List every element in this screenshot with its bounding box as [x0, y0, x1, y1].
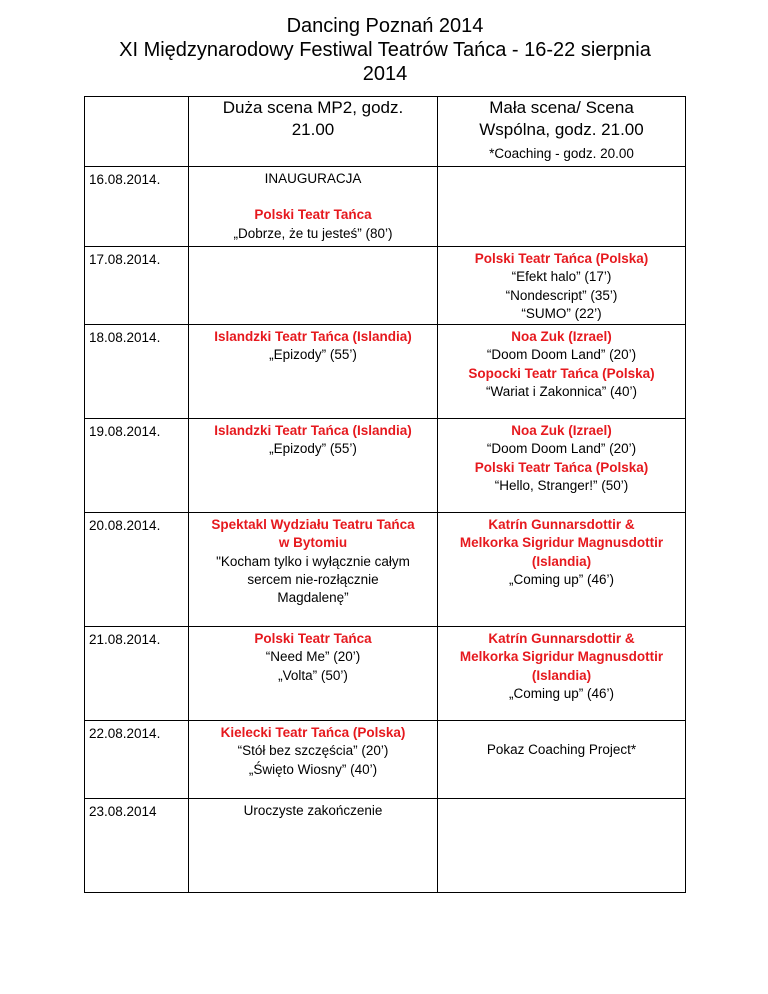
big-stage-cell — [189, 627, 438, 721]
company-name: Katrín Gunnarsdottir & — [488, 631, 635, 646]
row-date: 20.08.2014. — [85, 513, 189, 627]
big-stage-cell — [189, 167, 438, 247]
show-title: "Kocham tylko i wyłącznie całym — [216, 553, 410, 569]
company-name: (Islandia) — [531, 553, 592, 569]
title-line-1: Dancing Poznań 2014 — [286, 15, 484, 37]
show-title: “Doom Doom Land” (20’) — [486, 441, 637, 457]
table-row — [85, 419, 686, 513]
company-name: Katrín Gunnarsdottir & — [488, 517, 635, 532]
coaching-project-label: Pokaz Coaching Project* — [486, 742, 637, 757]
show-title: Magdalenę” — [277, 590, 349, 606]
small-stage-cell — [438, 247, 686, 325]
row-date: 17.08.2014. — [85, 247, 189, 325]
company-name: Noa Zuk (Izrael) — [511, 329, 612, 344]
big-stage-cell — [189, 721, 438, 799]
show-title: “Hello, Stranger!” (50’) — [494, 477, 629, 493]
small-stage-cell — [438, 419, 686, 513]
show-title: “SUMO” (22’) — [521, 305, 602, 321]
table-row — [85, 513, 686, 627]
company-name: Melkorka Sigridur Magnusdottir — [459, 535, 664, 551]
header-small-stage-line2: Wspólna, godz. 21.00 — [479, 120, 644, 139]
opening-label: INAUGURACJA — [264, 171, 362, 186]
company-name: Spektakl Wydziału Teatru Tańca — [211, 517, 415, 532]
schedule-table — [84, 96, 686, 893]
company-name: Polski Teatr Tańca (Polska) — [474, 251, 649, 266]
small-stage-cell — [438, 721, 686, 799]
company-name: Melkorka Sigridur Magnusdottir — [459, 649, 664, 665]
table-row — [85, 247, 686, 325]
small-stage-cell — [438, 799, 686, 893]
big-stage-cell — [189, 799, 438, 893]
header-empty-cell — [85, 97, 189, 167]
table-row — [85, 799, 686, 893]
show-title: “Wariat i Zakonnica” (40’) — [485, 383, 638, 399]
company-name: Polski Teatr Tańca — [254, 631, 372, 646]
show-title: “Nondescript” (35’) — [505, 287, 618, 303]
row-date: 23.08.2014 — [85, 799, 189, 893]
company-name: Islandzki Teatr Tańca (Islandia) — [214, 423, 412, 438]
big-stage-cell — [189, 325, 438, 419]
company-name: Islandzki Teatr Tańca (Islandia) — [214, 329, 412, 344]
small-stage-cell — [438, 325, 686, 419]
company-name: Polski Teatr Tańca (Polska) — [474, 459, 649, 475]
closing-label: Uroczyste zakończenie — [243, 803, 383, 818]
table-row — [85, 721, 686, 799]
header-row — [85, 97, 686, 167]
company-name: Noa Zuk (Izrael) — [511, 423, 612, 438]
show-title: sercem nie-rozłącznie — [247, 571, 379, 587]
company-name: Sopocki Teatr Tańca (Polska) — [468, 365, 655, 381]
big-stage-cell — [189, 247, 438, 325]
show-title: „Volta” (50’) — [278, 667, 348, 683]
big-stage-cell — [189, 419, 438, 513]
show-title: “Stół bez szczęścia” (20’) — [237, 743, 389, 759]
company-name: w Bytomiu — [278, 535, 348, 551]
company-name: (Islandia) — [531, 667, 592, 683]
title-line-2: XI Międzynarodowy Festiwal Teatrów Tańca - 16-22 sierpnia — [119, 39, 651, 61]
show-title: “Doom Doom Land” (20’) — [486, 347, 637, 363]
table-row — [85, 167, 686, 247]
show-title: „Święto Wiosny” (40’) — [248, 761, 378, 777]
small-stage-cell — [438, 627, 686, 721]
show-title: „Epizody” (55’) — [269, 347, 357, 363]
header-small-stage-line1: Mała scena/ Scena — [489, 98, 634, 117]
header-big-stage-line2: 21.00 — [291, 120, 335, 139]
show-title: „Coming up” (46’) — [508, 685, 615, 701]
table-row — [85, 325, 686, 419]
small-stage-cell — [438, 513, 686, 627]
document-title — [80, 14, 690, 86]
small-stage-cell — [438, 167, 686, 247]
company-name: Polski Teatr Tańca — [254, 207, 372, 223]
show-title: „Coming up” (46’) — [508, 571, 615, 587]
header-big-stage — [189, 97, 438, 167]
header-big-stage-line1: Duża scena MP2, godz. — [222, 98, 404, 117]
row-date: 16.08.2014. — [85, 167, 189, 247]
row-date: 18.08.2014. — [85, 325, 189, 419]
show-title: „Dobrze, że tu jesteś” (80’) — [233, 225, 393, 241]
show-title: „Epizody” (55’) — [269, 441, 357, 457]
big-stage-cell — [189, 513, 438, 627]
row-date: 21.08.2014. — [85, 627, 189, 721]
company-name: Kielecki Teatr Tańca (Polska) — [220, 725, 406, 740]
row-date: 22.08.2014. — [85, 721, 189, 799]
row-date: 19.08.2014. — [85, 419, 189, 513]
title-line-3: 2014 — [362, 63, 408, 85]
table-row — [85, 627, 686, 721]
header-small-stage — [438, 97, 686, 167]
show-title: “Efekt halo” (17’) — [511, 269, 612, 285]
coaching-note: *Coaching - godz. 20.00 — [489, 146, 634, 161]
show-title: “Need Me” (20’) — [265, 649, 361, 665]
